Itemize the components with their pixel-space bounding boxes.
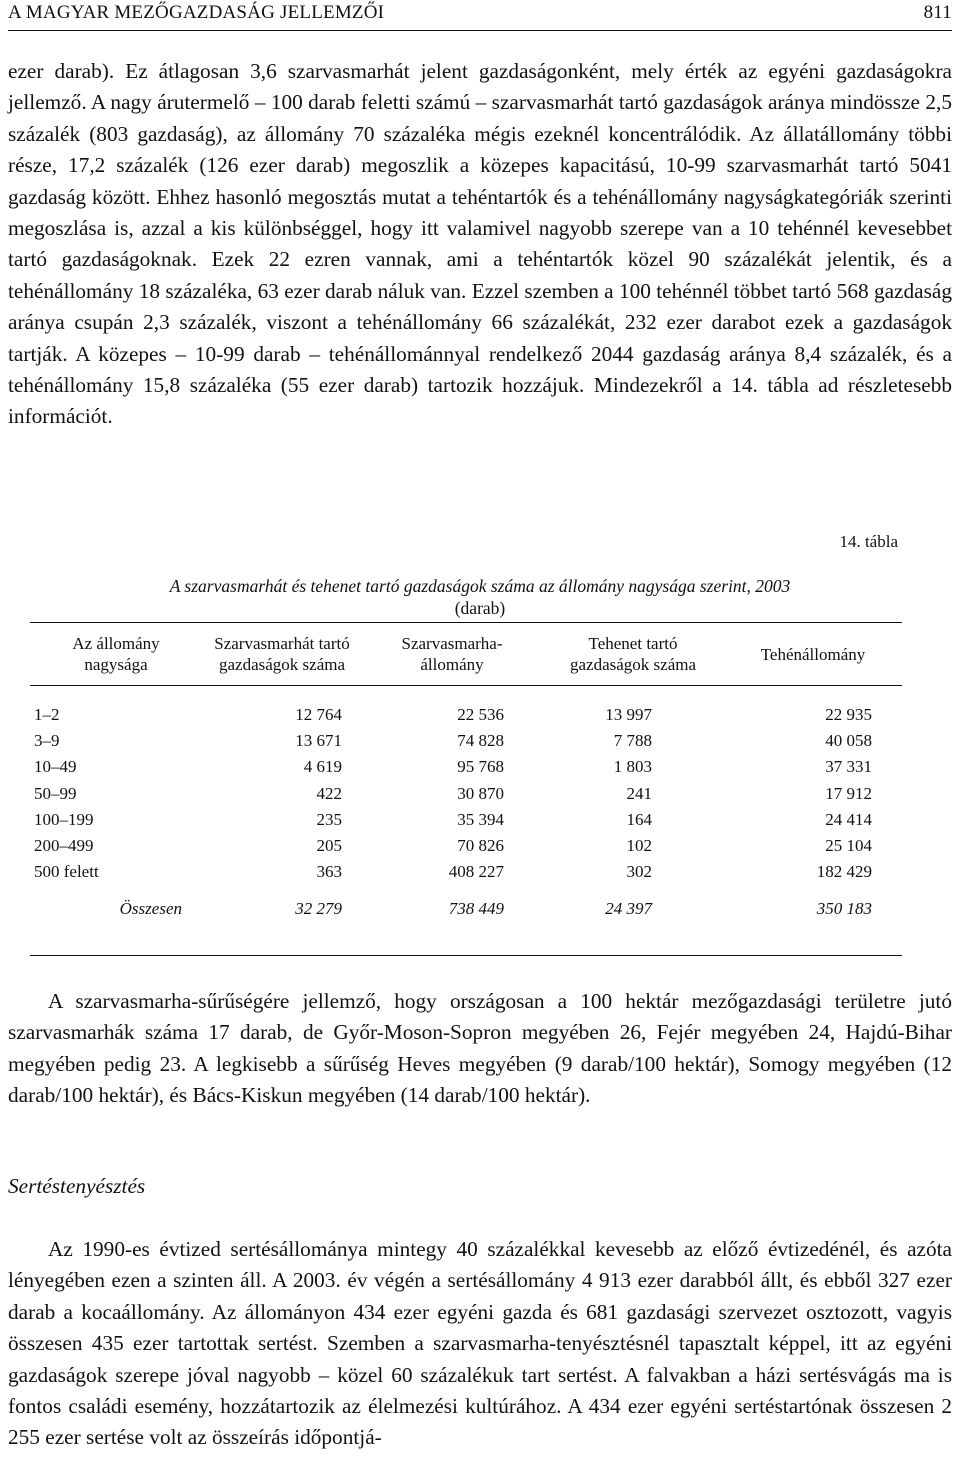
cell-cattle-farms: 12 764 bbox=[295, 705, 342, 725]
total-cattle-farms: 32 279 bbox=[295, 899, 342, 919]
cell-cow-farms: 241 bbox=[626, 783, 652, 803]
paragraph-text: A szarvasmarha-sűrűségére jellemző, hogy országosan a 100 hektár mezőgazdasági területre jutó szarvasmarhák száma 17 darab, de Győr-Moson-Sopron megyében 26, Fejér megyében 24, Hajdú-Bihar megyében pedig 23. A legkisebb a sűrűség Heves megyében (9 darab/100 hektár), Somogy megyében (12 darab/100 hektár), és Bács-Kiskun megyében (14 darab/100 hektár). bbox=[8, 989, 952, 1108]
total-cattle-stock: 738 449 bbox=[448, 899, 504, 919]
section-heading-pig-farming: Sertéstenyésztés bbox=[8, 1174, 146, 1198]
row-label: 50–99 bbox=[34, 783, 77, 803]
cell-cattle-stock: 95 768 bbox=[457, 757, 504, 777]
table-row bbox=[30, 807, 902, 833]
cell-cattle-stock: 70 826 bbox=[457, 836, 504, 856]
cell-cow-farms: 102 bbox=[626, 836, 652, 856]
cell-cow-farms: 7 788 bbox=[613, 731, 652, 751]
table-row bbox=[30, 833, 902, 859]
paragraph-cattle-density bbox=[8, 986, 952, 1112]
cell-cattle-farms: 235 bbox=[316, 809, 342, 829]
cell-cow-stock: 22 935 bbox=[825, 705, 872, 725]
table-unit: (darab) bbox=[454, 598, 506, 618]
paragraph-text: Az 1990-es évtized sertésállománya mintegy 40 százalékkal kevesebb az előző évtizedénél, és azóta lényegében ezen a szinten áll. A 2003. év végén a sertésállomány 4 913 ezer darabból állt, és ebből 327 ezer darab a kocaállomány. Az állományon 434 ezer egyéni gazda és 681 gazdasági szervezet osztozott, vagyis összesen 435 ezer tartottak sertést. Szemben a szarvasmarha-tenyésztésnél tapasztalt képpel, itt az egyéni gazdaságok szerepe jóval nagyobb – közel 60 százalékuk tart sertést. A falvakban a házi sertésvágás ma is fontos családi esemény, hozzátartozik az élelmezési kultúrához. A 434 ezer egyéni sertéstartónak összesen 2 255 ezer sertése volt az összeírás időpontjá- bbox=[8, 1237, 952, 1450]
paragraph-pig-stock bbox=[8, 1234, 952, 1454]
cell-cow-farms: 164 bbox=[626, 809, 652, 829]
table-bottom-rule bbox=[30, 921, 902, 956]
total-label: Összesen bbox=[119, 899, 182, 919]
table-header-row bbox=[30, 623, 902, 686]
cell-cattle-farms: 205 bbox=[316, 836, 342, 856]
cell-cow-stock: 17 912 bbox=[825, 783, 872, 803]
header-cattle-stock: Szarvasmarha- állomány bbox=[362, 623, 542, 686]
table-row bbox=[30, 728, 902, 754]
cell-cow-stock: 24 414 bbox=[825, 809, 872, 829]
header-herd-size: Az állomány nagysága bbox=[30, 623, 202, 686]
table-number-label: 14. tábla bbox=[839, 532, 898, 551]
table-row bbox=[30, 781, 902, 807]
cell-cattle-stock: 30 870 bbox=[457, 783, 504, 803]
cell-cattle-farms: 363 bbox=[316, 862, 342, 882]
row-label: 500 felett bbox=[34, 862, 99, 882]
page-number: 811 bbox=[923, 2, 952, 23]
cell-cow-stock: 37 331 bbox=[825, 757, 872, 777]
cell-cattle-stock: 74 828 bbox=[457, 731, 504, 751]
table-title: A szarvasmarhát és tehenet tartó gazdaságok száma az állomány nagysága szerint, 2003 bbox=[169, 576, 791, 596]
paragraph-cattle-distribution bbox=[8, 56, 952, 433]
cell-cattle-stock: 22 536 bbox=[457, 705, 504, 725]
cell-cattle-stock: 408 227 bbox=[448, 862, 504, 882]
cattle-farms-table bbox=[30, 622, 902, 956]
running-header-title: A MAGYAR MEZŐGAZDASÁG JELLEMZŐI bbox=[8, 2, 385, 23]
cell-cattle-farms: 13 671 bbox=[295, 731, 342, 751]
total-cow-farms: 24 397 bbox=[605, 899, 652, 919]
total-cow-stock: 350 183 bbox=[816, 899, 872, 919]
cell-cattle-farms: 422 bbox=[316, 783, 342, 803]
cell-cattle-farms: 4 619 bbox=[303, 757, 342, 777]
cell-cow-farms: 1 803 bbox=[613, 757, 652, 777]
row-label: 3–9 bbox=[34, 731, 60, 751]
table-row bbox=[30, 754, 902, 780]
header-rule bbox=[8, 30, 952, 31]
header-cattle-farms: Szarvasmarhát tartó gazdaságok száma bbox=[202, 623, 362, 686]
cell-cow-stock: 25 104 bbox=[825, 836, 872, 856]
cell-cow-farms: 302 bbox=[626, 862, 652, 882]
row-label: 200–499 bbox=[34, 836, 94, 856]
table-row bbox=[30, 859, 902, 885]
row-label: 1–2 bbox=[34, 705, 60, 725]
cell-cattle-stock: 35 394 bbox=[457, 809, 504, 829]
row-label: 100–199 bbox=[34, 809, 94, 829]
table-total-row bbox=[30, 885, 902, 921]
running-header bbox=[8, 2, 952, 30]
header-cow-stock: Tehénállomány bbox=[724, 623, 902, 686]
cell-cow-stock: 182 429 bbox=[816, 862, 872, 882]
cell-cow-farms: 13 997 bbox=[605, 705, 652, 725]
cell-cow-stock: 40 058 bbox=[825, 731, 872, 751]
header-cow-farms: Tehenet tartó gazdaságok száma bbox=[542, 623, 724, 686]
paragraph-text: ezer darab). Ez átlagosan 3,6 szarvasmarhát jelent gazdaságonként, mely érték az egyéni gazdaságokra jellemző. A nagy árutermelő – 100 darab feletti számú – szarvasmarhát tartó gazdaságok aránya mindössze 2,5 százalék (803 gazdaság), az állomány 70 százaléka mégis ezeknél koncentrálódik. Az állatállomány többi része, 17,2 százalék (126 ezer darab) megoszlik a közepes kapacitású, 10-99 szarvasmarhát tartó 5041 gazdaság között. Ehhez hasonló megosztás mutat a tehéntartók és a tehénállomány nagyságkategóriák szerinti megoszlása is, azzal a kis különbséggel, hogy itt valamivel nagyobb szerepe van a 10 tehénnél kevesebbet tartó gazdaságoknak. Ezek 22 ezren vannak, ami a tehéntartók közel 90 százalékát jelentik, és a tehénállomány 18 százaléka, 63 ezer darab náluk van. Ezzel szemben a 100 tehénnél többet tartó 568 gazdaság aránya csupán 2,3 százalék, viszont a tehénállomány 66 százalékát, 232 ezer darabot ezek a gazdaságok tartják. A közepes – 10-99 darab – tehénállománnyal rendelkező 2044 gazdaság aránya 8,4 százalék, és a tehénállomány 15,8 százaléka (55 ezer darab) tartozik hozzájuk. Mindezekről a 14. tábla ad részletesebb információt. bbox=[8, 59, 952, 429]
row-label: 10–49 bbox=[34, 757, 77, 777]
table-row bbox=[30, 702, 902, 728]
